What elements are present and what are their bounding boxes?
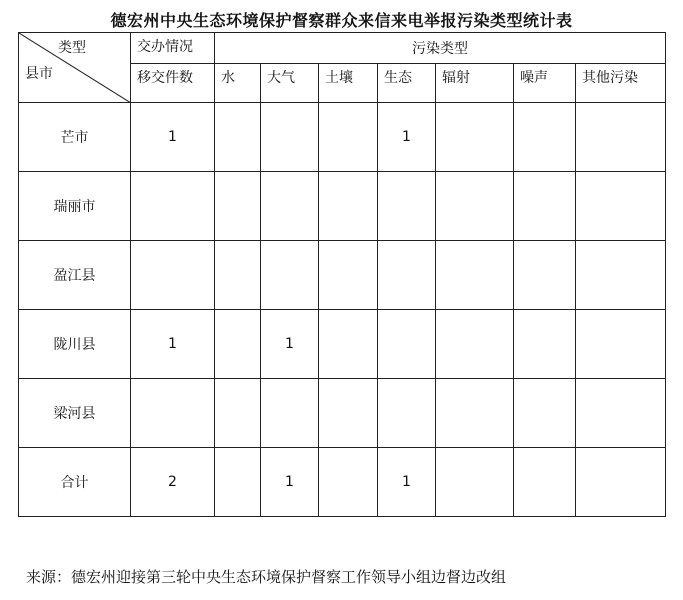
column-header: 移交件数 [131, 64, 215, 103]
data-cell [576, 448, 666, 517]
data-cell: 1 [261, 310, 319, 379]
data-cell [261, 379, 319, 448]
table-title: 德宏州中央生态环境保护督察群众来信来电举报污染类型统计表 [110, 11, 573, 30]
data-cell [514, 379, 576, 448]
data-cell [378, 379, 436, 448]
data-cell [215, 448, 261, 517]
data-cell: 1 [378, 103, 436, 172]
data-cell [514, 448, 576, 517]
table-row-total [19, 448, 666, 517]
data-cell [576, 379, 666, 448]
data-cell [215, 379, 261, 448]
column-header: 土壤 [319, 64, 378, 103]
data-cell: 1 [261, 448, 319, 517]
data-cell [319, 241, 378, 310]
data-cell [436, 103, 514, 172]
column-header: 水 [215, 64, 261, 103]
data-cell: 1 [378, 448, 436, 517]
corner-type-label: 类型 [58, 40, 86, 56]
data-cell [131, 172, 215, 241]
data-cell [514, 241, 576, 310]
data-cell [215, 241, 261, 310]
data-cell [576, 103, 666, 172]
data-cell [576, 172, 666, 241]
data-cell [319, 310, 378, 379]
county-cell: 盈江县 [19, 241, 131, 310]
corner-county-label: 县市 [25, 66, 53, 82]
pollution-stats-table [18, 32, 666, 517]
data-cell [261, 172, 319, 241]
column-header: 辐射 [436, 64, 514, 103]
table-row [19, 103, 666, 172]
table-row [19, 172, 666, 241]
data-cell [215, 172, 261, 241]
data-cell [378, 310, 436, 379]
data-cell [436, 172, 514, 241]
data-cell [319, 103, 378, 172]
data-cell [378, 241, 436, 310]
data-cell [514, 103, 576, 172]
handover-group-header: 交办情况 [131, 33, 215, 64]
data-cell: 2 [131, 448, 215, 517]
county-cell: 梁河县 [19, 379, 131, 448]
data-cell [514, 310, 576, 379]
data-cell [131, 241, 215, 310]
total-label-cell: 合计 [19, 448, 131, 517]
county-cell: 芒市 [19, 103, 131, 172]
county-cell: 陇川县 [19, 310, 131, 379]
data-cell [215, 103, 261, 172]
data-cell [261, 103, 319, 172]
column-header: 噪声 [514, 64, 576, 103]
data-cell [319, 172, 378, 241]
data-cell: 1 [131, 103, 215, 172]
data-cell [436, 310, 514, 379]
data-cell: 1 [131, 310, 215, 379]
column-header: 大气 [261, 64, 319, 103]
data-cell [514, 172, 576, 241]
county-cell: 瑞丽市 [19, 172, 131, 241]
column-header: 其他污染 [576, 64, 666, 103]
source-note: 来源：德宏州迎接第三轮中央生态环境保护督察工作领导小组边督边改组 [26, 568, 507, 586]
data-cell [436, 241, 514, 310]
table-row [19, 379, 666, 448]
table-row [19, 310, 666, 379]
table-row [19, 241, 666, 310]
data-cell [319, 448, 378, 517]
data-cell [436, 448, 514, 517]
data-cell [436, 379, 514, 448]
data-cell [215, 310, 261, 379]
corner-header-cell [19, 33, 131, 103]
data-cell [378, 172, 436, 241]
data-cell [319, 379, 378, 448]
pollution-group-header: 污染类型 [215, 33, 666, 64]
data-cell [261, 241, 319, 310]
data-cell [131, 379, 215, 448]
data-cell [576, 241, 666, 310]
column-header: 生态 [378, 64, 436, 103]
data-cell [576, 310, 666, 379]
